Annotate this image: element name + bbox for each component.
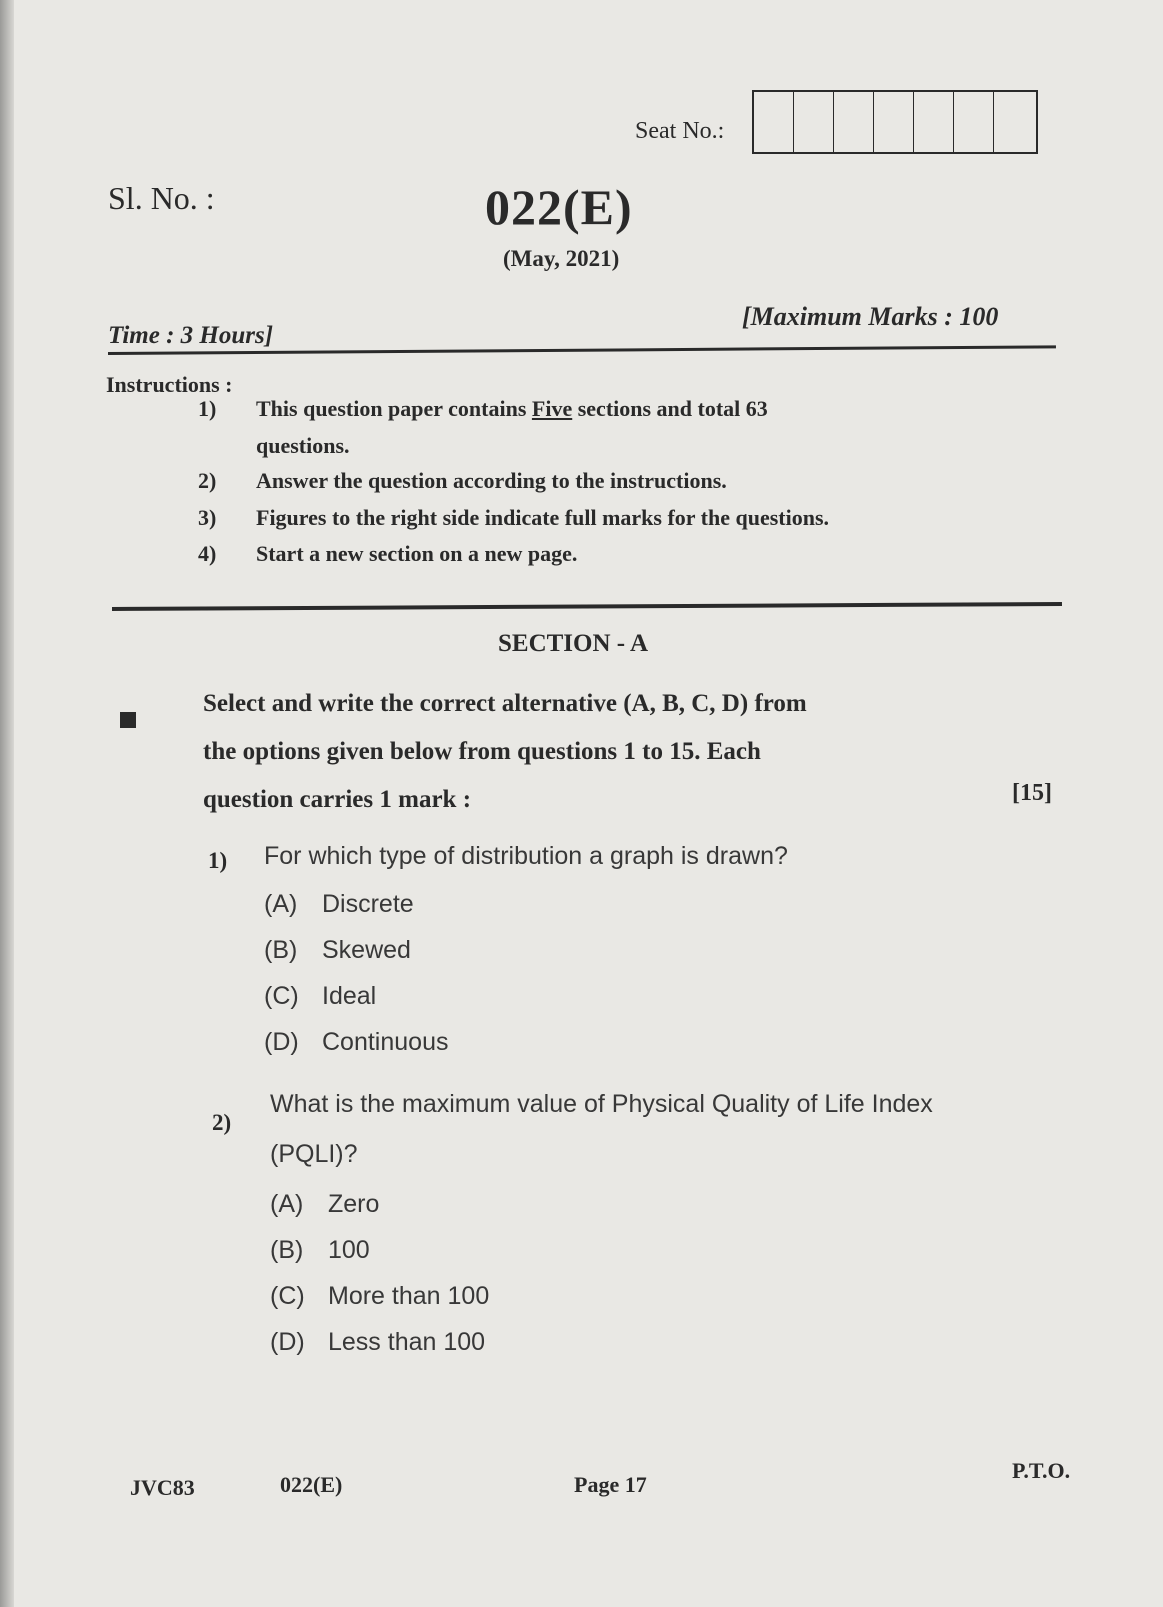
option-item	[270, 1328, 485, 1357]
question-number: 1)	[208, 848, 228, 873]
option-item	[264, 1028, 448, 1057]
section-directive-line: question carries 1 mark :	[203, 786, 472, 813]
instruction-text: sections and total 63	[572, 396, 768, 421]
seat-box	[914, 92, 954, 152]
serial-number-label: Sl. No. :	[108, 180, 215, 216]
footer-code: JVC83	[130, 1475, 195, 1500]
paper-code: 022(E)	[485, 179, 633, 235]
option-item	[270, 1282, 489, 1311]
exam-date: (May, 2021)	[503, 246, 620, 271]
page-edge-shadow	[0, 0, 14, 1607]
seat-box	[874, 92, 914, 152]
option-label: (C)	[264, 982, 299, 1010]
instruction-number: 2)	[198, 468, 217, 493]
seat-no-label: Seat No.:	[635, 118, 725, 144]
seat-box	[794, 92, 834, 152]
instruction-text: Figures to the right side indicate full marks for the questions.	[256, 505, 830, 530]
footer-paper-code: 022(E)	[280, 1472, 343, 1497]
seat-box	[954, 92, 994, 152]
instruction-item	[198, 541, 577, 567]
footer-page-number: Page 17	[574, 1472, 647, 1497]
option-item	[264, 982, 376, 1011]
square-bullet-icon	[120, 712, 136, 728]
instruction-number: 1)	[198, 396, 217, 421]
section-marks: [15]	[1012, 780, 1052, 806]
option-text: Less than 100	[328, 1328, 486, 1356]
maximum-marks: [Maximum Marks : 100	[742, 302, 999, 331]
instruction-number: 4)	[198, 541, 217, 566]
option-label: (D)	[270, 1328, 305, 1356]
seat-box	[994, 92, 1036, 152]
question-text: For which type of distribution a graph is drawn?	[264, 842, 788, 870]
exam-time: Time : 3 Hours]	[108, 322, 274, 349]
footer-pto: P.T.O.	[1012, 1458, 1071, 1483]
option-text: More than 100	[328, 1282, 490, 1310]
option-text: Continuous	[322, 1028, 449, 1056]
instruction-emphasis: Five	[531, 396, 573, 421]
option-label: (D)	[264, 1028, 299, 1056]
section-directive-line: the options given below from questions 1 to 15. Each	[203, 738, 761, 765]
question-text: (PQLI)?	[270, 1140, 358, 1168]
option-item	[264, 890, 414, 919]
option-item	[270, 1190, 379, 1219]
option-item	[264, 936, 411, 965]
option-text: Discrete	[322, 890, 414, 918]
instruction-text: Start a new section on a new page.	[256, 541, 578, 566]
instruction-continuation: questions.	[256, 433, 350, 458]
option-text: 100	[328, 1236, 370, 1264]
option-text: Ideal	[322, 982, 377, 1010]
option-label: (B)	[270, 1236, 304, 1264]
option-label: (A)	[264, 890, 298, 918]
instruction-text: This question paper contains	[256, 396, 532, 421]
seat-box	[834, 92, 874, 152]
section-directive-line: Select and write the correct alternative (A, B, C, D) from	[203, 690, 807, 717]
option-item	[270, 1236, 370, 1265]
instruction-item	[198, 468, 727, 494]
instructions-divider	[112, 602, 1062, 611]
option-text: Skewed	[322, 936, 411, 964]
option-label: (C)	[270, 1282, 305, 1310]
seat-box	[754, 92, 794, 152]
option-text: Zero	[328, 1190, 380, 1218]
instruction-number: 3)	[198, 505, 217, 530]
option-label: (A)	[270, 1190, 304, 1218]
instruction-text: Answer the question according to the instructions.	[256, 468, 727, 493]
question-text: What is the maximum value of Physical Quality of Life Index	[270, 1090, 933, 1118]
instruction-item	[198, 396, 768, 422]
instructions-title: Instructions :	[106, 372, 233, 397]
instruction-item	[198, 505, 829, 531]
question-number: 2)	[212, 1110, 232, 1135]
section-title: SECTION - A	[498, 630, 649, 657]
seat-no-boxes	[752, 90, 1038, 154]
option-label: (B)	[264, 936, 298, 964]
